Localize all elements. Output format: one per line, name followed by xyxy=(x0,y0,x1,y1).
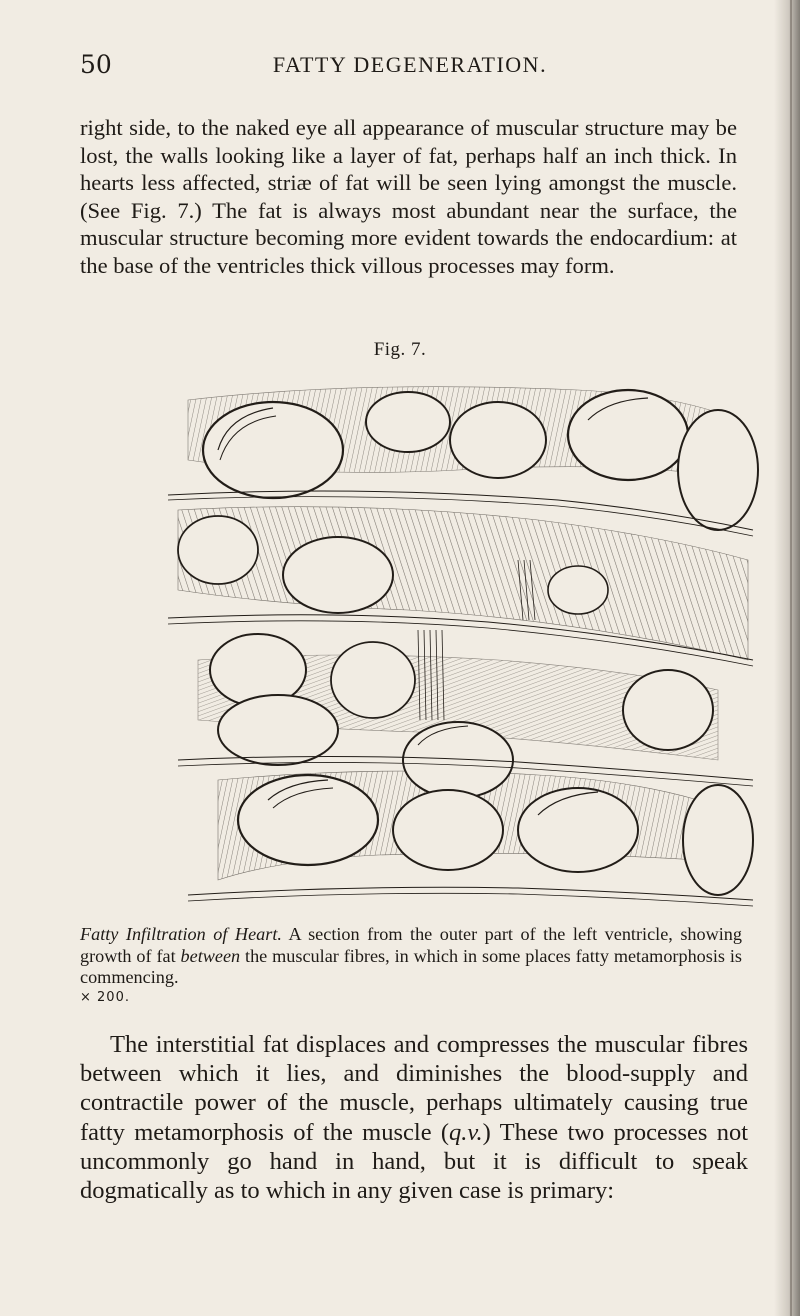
paragraph-2 xyxy=(80,1030,748,1205)
figure-label: Fig. 7. xyxy=(373,339,427,360)
caption-text-1: A section from the outer part of the left ventricle, showing growth of fat xyxy=(80,924,742,966)
paragraph-2-text-1: The interstitial fat displaces and compresses the muscular fibres between which it lies, and diminishes the blood-supply and contractile power of the muscle, perhaps ultimately causing true fatty metamorphosis of the muscle ( xyxy=(80,1031,748,1146)
page-number: 50 xyxy=(80,50,112,79)
paragraph-1: right side, to the naked eye all appearance of muscular structure may be lost, the walls looking like a layer of fat, perhaps half an inch thick. In hearts less affected, striæ of fat will be seen lying amongst the muscle. (See Fig. 7.) The fat is always most abundant near the surface, the muscular structure becoming more evident towards the endocardium: at the base of the ventricles thick villous processes may form. xyxy=(80,115,737,278)
caption-emphasis: between xyxy=(180,945,241,966)
caption-text-2: the muscular fibres, in which in some places fatty metamorphosis is commencing. xyxy=(80,945,742,987)
paragraph-2-qv: q.v. xyxy=(449,1118,483,1146)
magnification: × 200. xyxy=(80,990,130,1005)
page-header xyxy=(80,50,740,84)
histology-illustration xyxy=(158,360,760,920)
caption-title: Fatty Infiltration of Heart. xyxy=(80,924,282,944)
figure-caption xyxy=(80,924,742,989)
running-head: FATTY DEGENERATION. xyxy=(272,52,548,77)
page-edge-shadow xyxy=(774,0,800,1316)
paragraph-2-text-2: ) These two processes not uncommonly go hand in hand, but it is difficult to speak dogmatically as to which in any given case is primary: xyxy=(80,1118,749,1205)
page-edge-line xyxy=(790,0,792,1316)
